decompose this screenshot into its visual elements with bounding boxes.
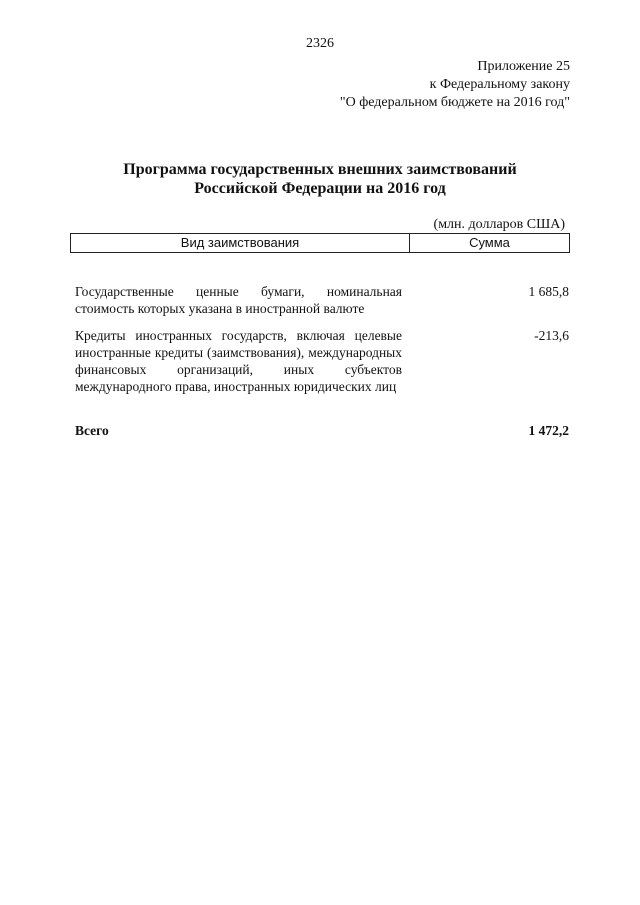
- header-sum: Сумма: [469, 235, 510, 250]
- page-number: 2326: [306, 36, 334, 51]
- row-value: -213,6: [534, 328, 569, 343]
- document-title: [0, 160, 640, 198]
- appendix-line-3: "О федеральном бюджете на 2016 год": [339, 95, 570, 110]
- row-label: Кредиты иностранных государств, включая целевые иностранные кредиты (заимствования), международных финансовых организаций, иных субъектов международного права, иностранных юридических лиц: [75, 328, 402, 394]
- units-note: (млн. долларов США): [433, 217, 565, 232]
- header-type: Вид заимствования: [71, 234, 410, 252]
- total-label: Всего: [75, 423, 109, 438]
- appendix-line-2: к Федеральному закону: [429, 77, 570, 92]
- appendix-line-1: Приложение 25: [477, 59, 570, 74]
- total-value: 1 472,2: [528, 423, 569, 438]
- title-line-2: Российской Федерации на 2016 год: [194, 180, 446, 197]
- title-line-1: Программа государственных внешних заимствований: [123, 161, 517, 178]
- appendix-reference: [340, 58, 570, 112]
- table-header: [70, 233, 570, 253]
- row-value: 1 685,8: [528, 284, 569, 299]
- row-label: Государственные ценные бумаги, номинальная стоимость которых указана в иностранной валюте: [75, 284, 402, 316]
